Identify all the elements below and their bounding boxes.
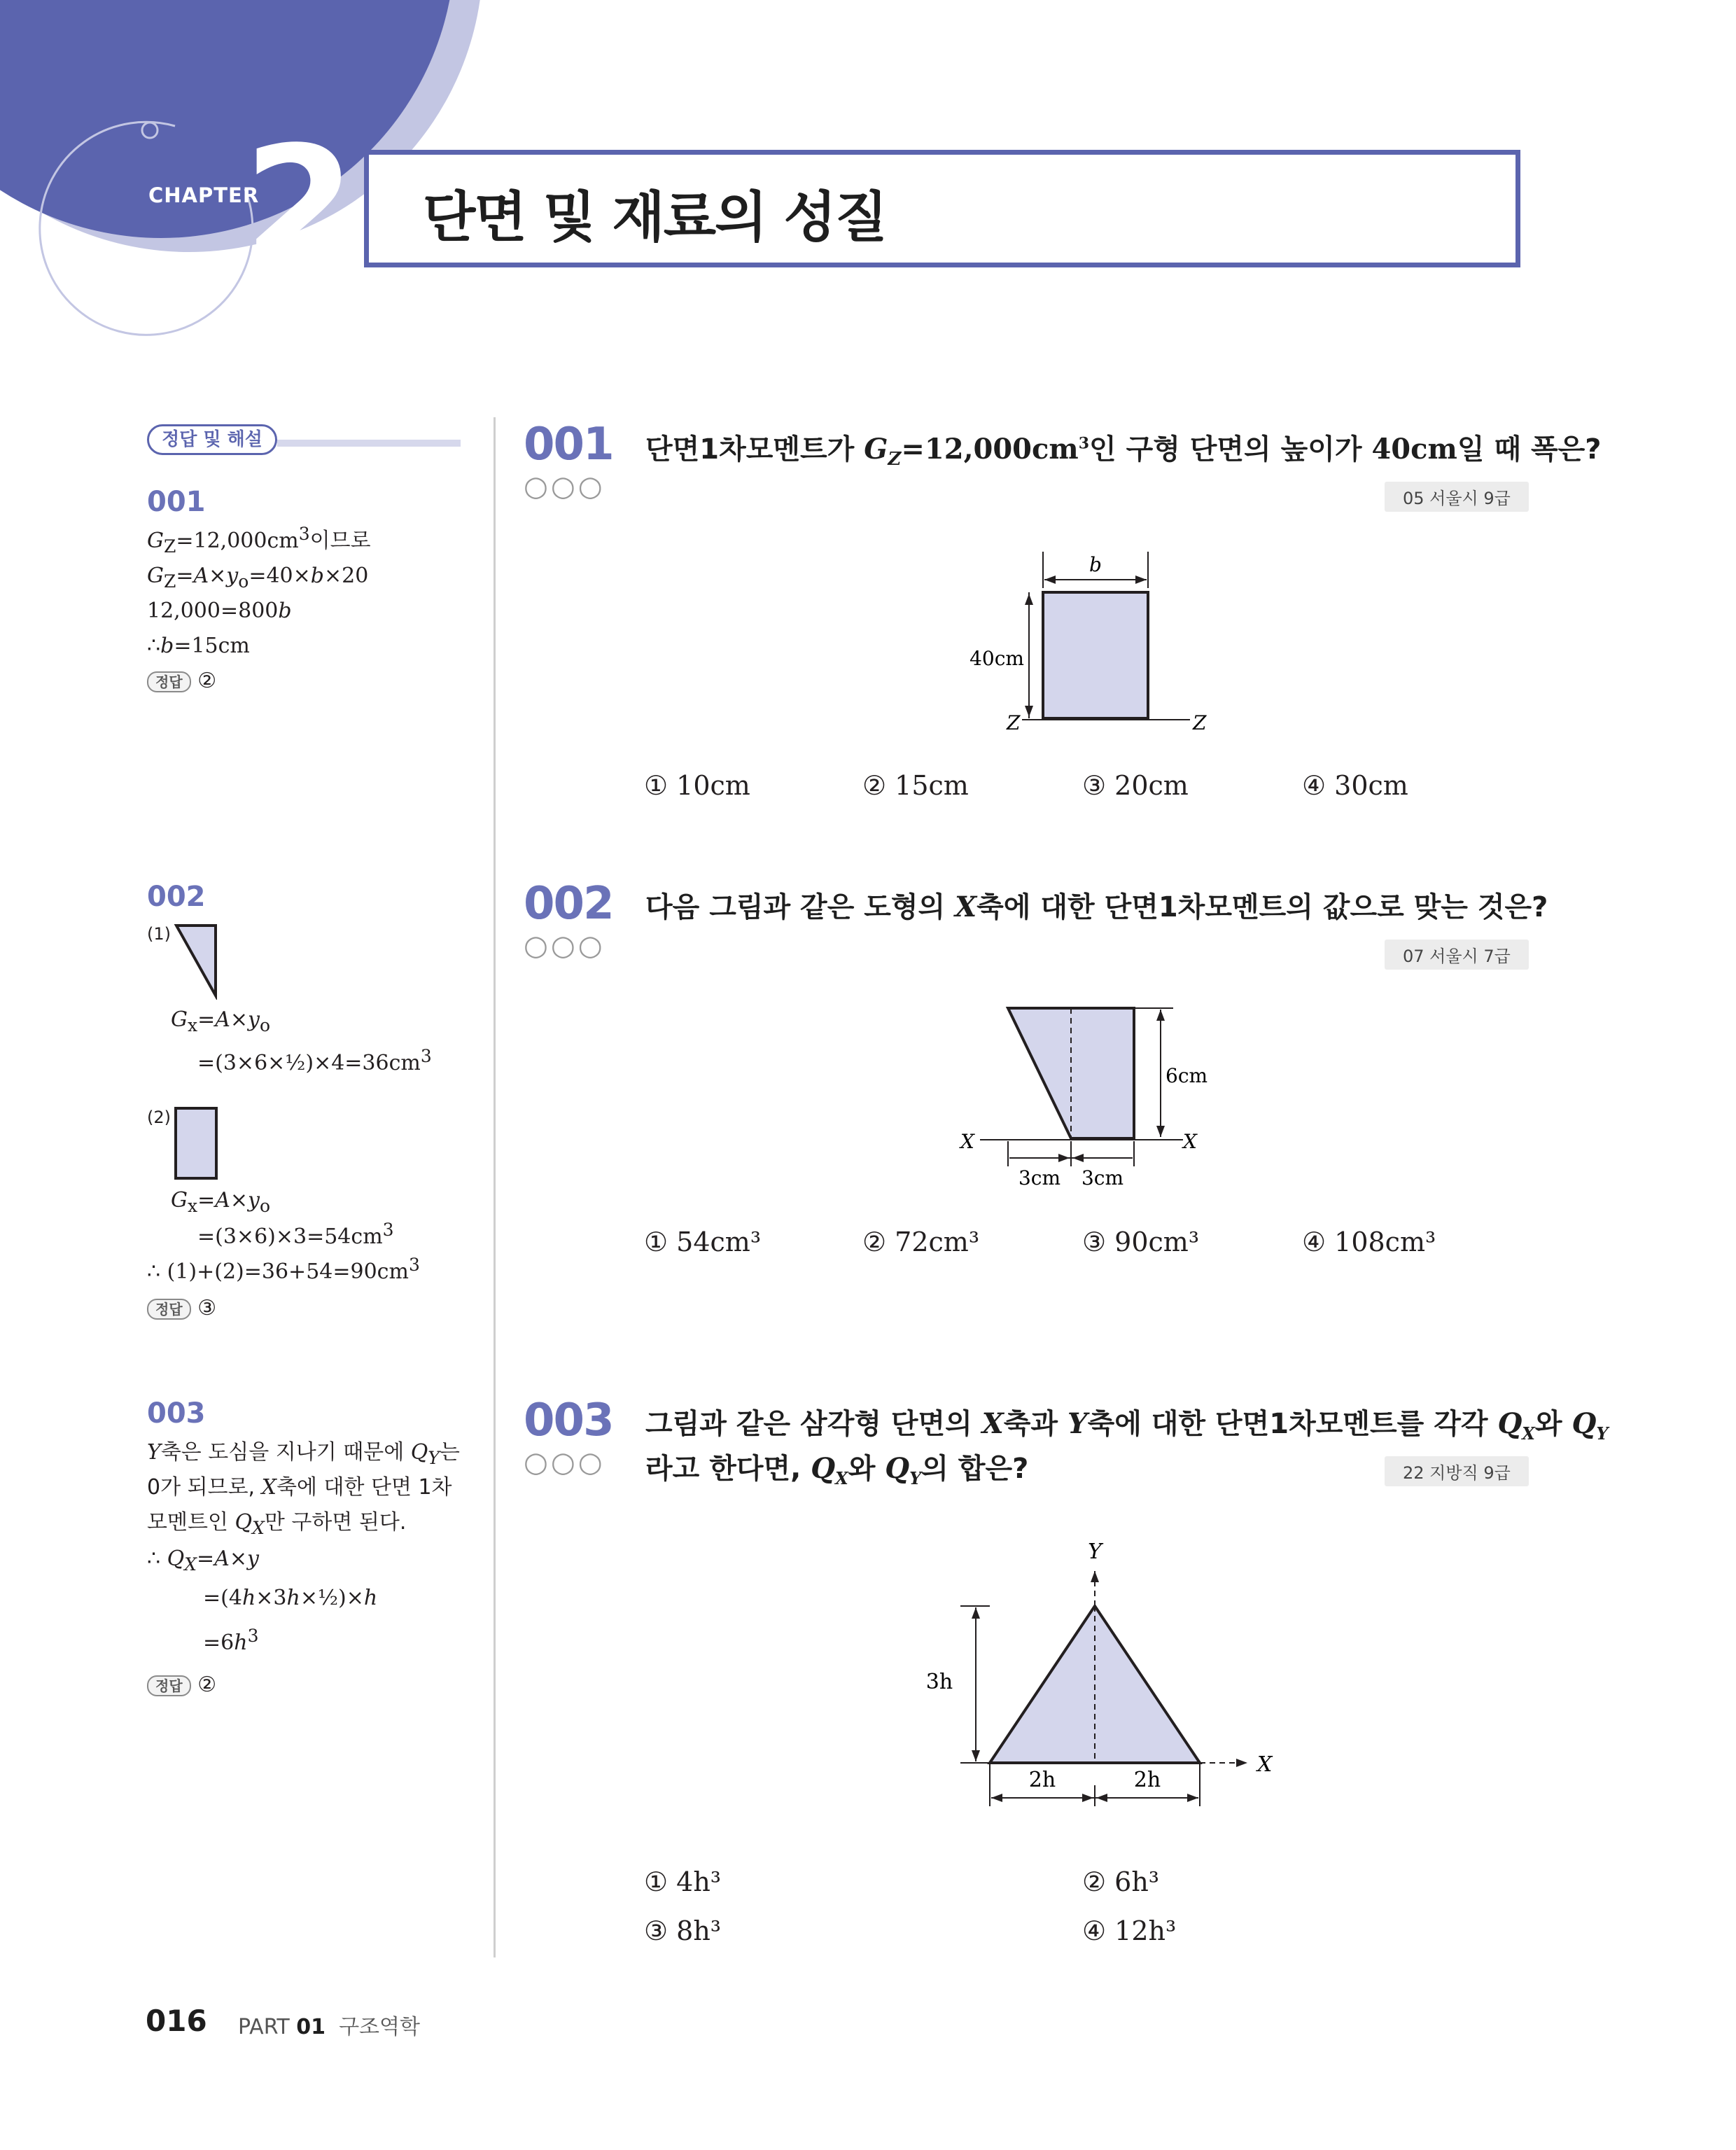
q002-dim-right: 3cm [1081, 1166, 1124, 1189]
question-003-choice-4[interactable]: ④ 12h³ [1082, 1915, 1177, 1946]
q003-height-label: 3h [925, 1670, 953, 1694]
answer-001-body [147, 524, 371, 699]
q001-axis-left: Z [1007, 711, 1021, 734]
question-003-check-marks[interactable]: ○○○ [524, 1446, 606, 1479]
answer-001-number: 001 [147, 486, 206, 518]
question-002-number: 002 [524, 878, 613, 930]
answer-001-line-3: 12,000=800b [147, 599, 292, 623]
question-002-text: 다음 그림과 같은 도형의 X축에 대한 단면1차모멘트의 값으로 맞는 것은? [645, 891, 1548, 923]
question-001-text: 단면1차모멘트가 $G_Z=12,000cm^3$인 구형 단면의 높이가 40cm일 때 폭은? [645, 433, 1602, 470]
answer-001-line-1: $G_Z=12,000cm^3$이므로 [147, 524, 371, 557]
question-002-figure [952, 1001, 1232, 1190]
question-003-choice-2[interactable]: ② 6h³ [1082, 1866, 1160, 1897]
answer-002-part1-label: (1) [147, 924, 171, 944]
q003-dim-right: 2h [1133, 1768, 1161, 1792]
q003-x-axis: X [1257, 1752, 1273, 1777]
answer-002-triangle-figure [174, 923, 223, 1000]
chapter-label: CHAPTER [148, 183, 260, 207]
question-001-choice-4[interactable]: ④ 30cm [1302, 770, 1408, 801]
answer-002-rect-figure [174, 1106, 220, 1182]
chapter-number: 2 [244, 113, 356, 300]
q001-height-label: 40cm [969, 647, 1024, 670]
question-001-check-marks[interactable]: ○○○ [524, 470, 606, 503]
question-001-figure [952, 546, 1218, 742]
footer-part-title: 구조역학 [339, 2015, 420, 2039]
answer-001-result: 정답 ② [147, 664, 371, 699]
question-003-text-line2: 라고 한다면, $Q_X$와 $Q_Y$의 합은? [645, 1452, 1029, 1488]
answers-heading-rule [277, 440, 461, 447]
question-003-number: 003 [524, 1395, 613, 1446]
q003-y-axis: Y [1088, 1540, 1102, 1564]
question-001-choice-2[interactable]: ② 15cm [862, 770, 969, 801]
answer-002-part1-line2: $=(3\times 6\times\frac{1}{2})\times 4=36cm^3$ [197, 1046, 432, 1075]
question-001-choice-1[interactable]: ① 10cm [644, 770, 750, 801]
question-003-source: 22 지방직 9급 [1385, 1456, 1529, 1486]
q003-dim-left: 2h [1028, 1768, 1056, 1792]
answer-003-line2: =(4h×3h×½)×h [203, 1586, 378, 1610]
answer-002-sum-line: ∴ $(1)+(2)=36+54=90cm^3$ [147, 1255, 420, 1284]
question-003-choice-1[interactable]: ① 4h³ [644, 1866, 722, 1897]
q001-axis-right: Z [1193, 711, 1207, 734]
answer-002-result: 정답 ③ [147, 1291, 216, 1326]
question-002-choice-1[interactable]: ① 54cm³ [644, 1227, 762, 1257]
answer-001-line-4: ∴b=15cm [147, 634, 250, 658]
question-003-text-line1: 그림과 같은 삼각형 단면의 X축과 Y축에 대한 단면1차모멘트를 각각 $Q_X$와 $Q_Y$ [645, 1407, 1609, 1444]
answer-003-line1: ∴ $Q_X=A\times y$ [147, 1547, 259, 1575]
chapter-title: 단면 및 재료의 성질 [423, 186, 887, 249]
answer-003-line3: $=6h^3$ [203, 1626, 259, 1655]
page-number: 016 [146, 2004, 207, 2038]
answer-003-text: Y축은 도심을 지나기 때문에 $Q_Y$는 0가 되므로, X축에 대한 단면 1차 모멘트인 $Q_X$만 구하면 된다. [147, 1440, 460, 1538]
answer-badge: 정답 [147, 671, 191, 692]
question-003-choice-3[interactable]: ③ 8h³ [644, 1915, 722, 1946]
answer-002-part2-line1: $G_x=A\times y_o$ [171, 1188, 271, 1216]
question-002-check-marks[interactable]: ○○○ [524, 930, 606, 962]
answer-001-line-2: $G_Z=A\times y_o=40\times b\times 20$ [147, 564, 369, 592]
footer-part [238, 2009, 420, 2040]
footer-part-number: 01 [296, 2015, 326, 2039]
column-divider [493, 417, 496, 1957]
question-002-choice-2[interactable]: ② 72cm³ [862, 1227, 980, 1257]
answer-003-result: 정답 ② [147, 1668, 216, 1703]
question-002-source: 07 서울시 7급 [1385, 940, 1529, 970]
answer-002-part2-line2: $=(3\times 6)\times 3=54cm^3$ [197, 1220, 394, 1249]
question-001-source: 05 서울시 9급 [1385, 482, 1529, 512]
q002-axis-left: X [960, 1130, 974, 1153]
answer-002-number: 002 [147, 881, 206, 913]
q002-axis-right: X [1183, 1130, 1197, 1153]
footer-part-label: PART [238, 2015, 290, 2039]
q002-height-label: 6cm [1166, 1064, 1208, 1087]
question-002-choice-3[interactable]: ③ 90cm³ [1082, 1227, 1200, 1257]
answer-002-part1-line1: $G_x=A\times y_o$ [171, 1007, 271, 1035]
question-002-choice-4[interactable]: ④ 108cm³ [1302, 1227, 1436, 1257]
question-001-choice-3[interactable]: ③ 20cm [1082, 770, 1189, 801]
answers-heading: 정답 및 해설 [147, 424, 277, 455]
question-001-number: 001 [524, 419, 613, 470]
q001-width-label: b [1089, 553, 1102, 576]
question-003-figure [910, 1526, 1302, 1820]
answer-003-number: 003 [147, 1397, 206, 1430]
q002-dim-left: 3cm [1018, 1166, 1061, 1189]
answer-002-part2-label: (2) [147, 1108, 171, 1127]
